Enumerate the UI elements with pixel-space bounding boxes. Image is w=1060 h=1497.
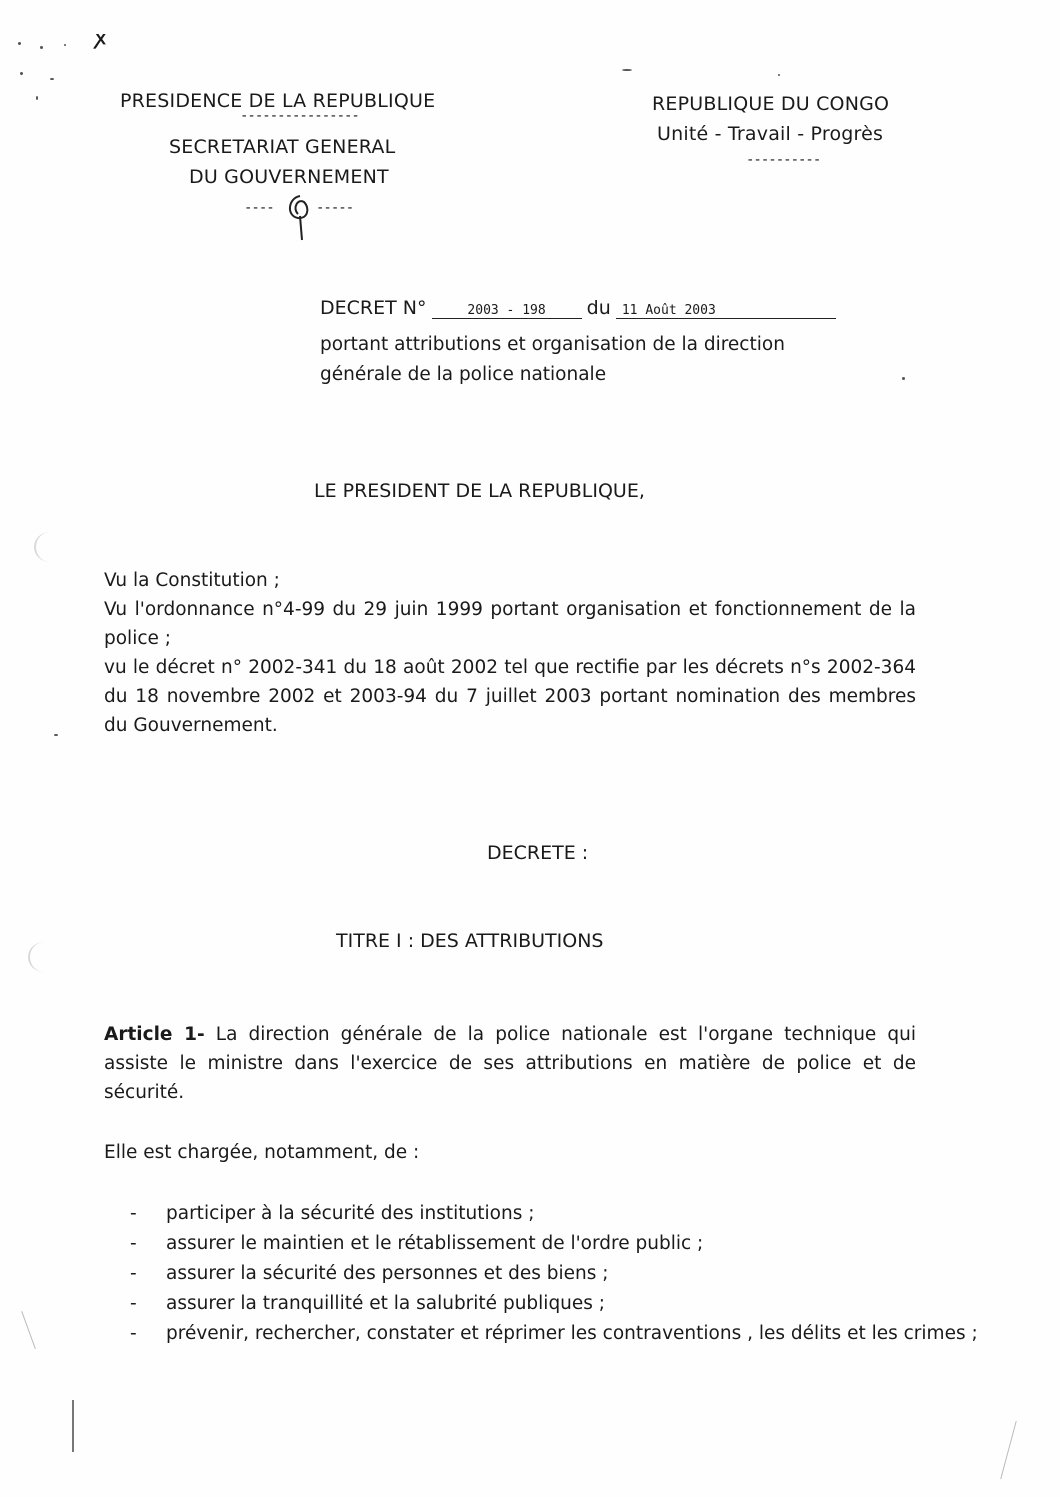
- mission-list: [130, 1199, 978, 1348]
- visa-ordonnance: Vu l'ordonnance n°4-99 du 29 juin 1999 portant organisation et fonctionnement de la police ;: [104, 599, 916, 649]
- bullet-dash: -: [130, 1233, 137, 1254]
- initials-signature: [280, 188, 320, 248]
- list-item-text: prévenir, rechercher, constater et réprimer les contraventions , les délits et les crimes ;: [166, 1323, 978, 1344]
- decree-label: DECRET N°: [320, 297, 427, 319]
- list-item: [130, 1259, 920, 1289]
- list-item-text: participer à la sécurité des institutions ;: [166, 1203, 535, 1224]
- decree-du: du: [586, 297, 611, 319]
- list-item: [130, 1289, 920, 1319]
- bullet-dash: -: [130, 1323, 137, 1344]
- punch-hole-mark: [34, 532, 66, 562]
- bullet-dash: -: [130, 1263, 137, 1284]
- header-separator: ----------------: [240, 108, 359, 124]
- scan-speck: [622, 69, 632, 71]
- decree-subject-line1: portant attributions et organisation de la direction: [320, 334, 785, 355]
- scan-edge-line: [72, 1400, 74, 1452]
- scan-speck: [902, 377, 905, 380]
- list-item: [130, 1319, 978, 1348]
- list-item-text: assurer le maintien et le rétablissement de l'ordre public ;: [166, 1233, 704, 1254]
- decree-number: 2003 - 198: [432, 303, 582, 319]
- scan-edge-line: [21, 1311, 36, 1349]
- article-1-label: Article 1-: [104, 1024, 205, 1045]
- article-1-text: La direction générale de la police nationale est l'organe technique qui assiste le ministre dans l'exercice de ses attributions en matière de police et de sécurité.: [104, 1024, 917, 1103]
- list-item: [130, 1199, 920, 1229]
- scan-speck: [778, 74, 780, 76]
- mission-intro: Elle est chargée, notamment, de :: [104, 1142, 420, 1163]
- president-heading: LE PRESIDENT DE LA REPUBLIQUE,: [314, 480, 645, 502]
- decree-date: 11 Août 2003: [616, 303, 836, 319]
- visa-constitution: Vu la Constitution ;: [104, 570, 280, 591]
- issuer-secretariat: SECRETARIAT GENERAL: [169, 136, 396, 158]
- bullet-dash: -: [130, 1293, 137, 1314]
- visa-decret: vu le décret n° 2002-341 du 18 août 2002 tel que rectifie par les décrets n°s 2002-364 du 18 novembre 2002 et 2003-94 du 7 juillet 2003 portant nomination des membres du Gouvernement.: [104, 657, 916, 736]
- punch-hole-mark: [28, 942, 60, 972]
- decree-title: [320, 297, 836, 319]
- scan-edge-line: [1000, 1421, 1016, 1479]
- header-separator-right: -----: [316, 200, 354, 216]
- country-motto: Unité - Travail - Progrès: [657, 123, 884, 145]
- scan-speck: [64, 44, 66, 46]
- header-separator-left: ----: [244, 200, 274, 216]
- issuer-presidence: PRESIDENCE DE LA REPUBLIQUE: [120, 90, 436, 112]
- visas-block: [104, 566, 916, 740]
- article-1: [104, 1020, 916, 1107]
- titre-heading: TITRE I : DES ATTRIBUTIONS: [336, 930, 604, 952]
- issuer-gouvernement: DU GOUVERNEMENT: [189, 166, 389, 188]
- list-item: [130, 1229, 920, 1259]
- bullet-dash: -: [130, 1203, 137, 1224]
- list-item-text: assurer la tranquillité et la salubrité publiques ;: [166, 1293, 606, 1314]
- scan-speck: [50, 78, 54, 80]
- decrete-heading: DECRETE :: [487, 842, 589, 864]
- decree-subject-line2: générale de la police nationale: [320, 364, 607, 385]
- scan-speck: [36, 96, 38, 100]
- scan-speck: [20, 72, 23, 75]
- list-item-text: assurer la sécurité des personnes et des biens ;: [166, 1263, 609, 1284]
- scan-mark: ꭗ: [96, 28, 106, 49]
- scan-speck: [18, 42, 21, 45]
- country-name: REPUBLIQUE DU CONGO: [652, 93, 890, 115]
- scan-speck: [40, 46, 43, 49]
- motto-separator: ----------: [746, 152, 821, 168]
- scan-speck: [54, 734, 58, 736]
